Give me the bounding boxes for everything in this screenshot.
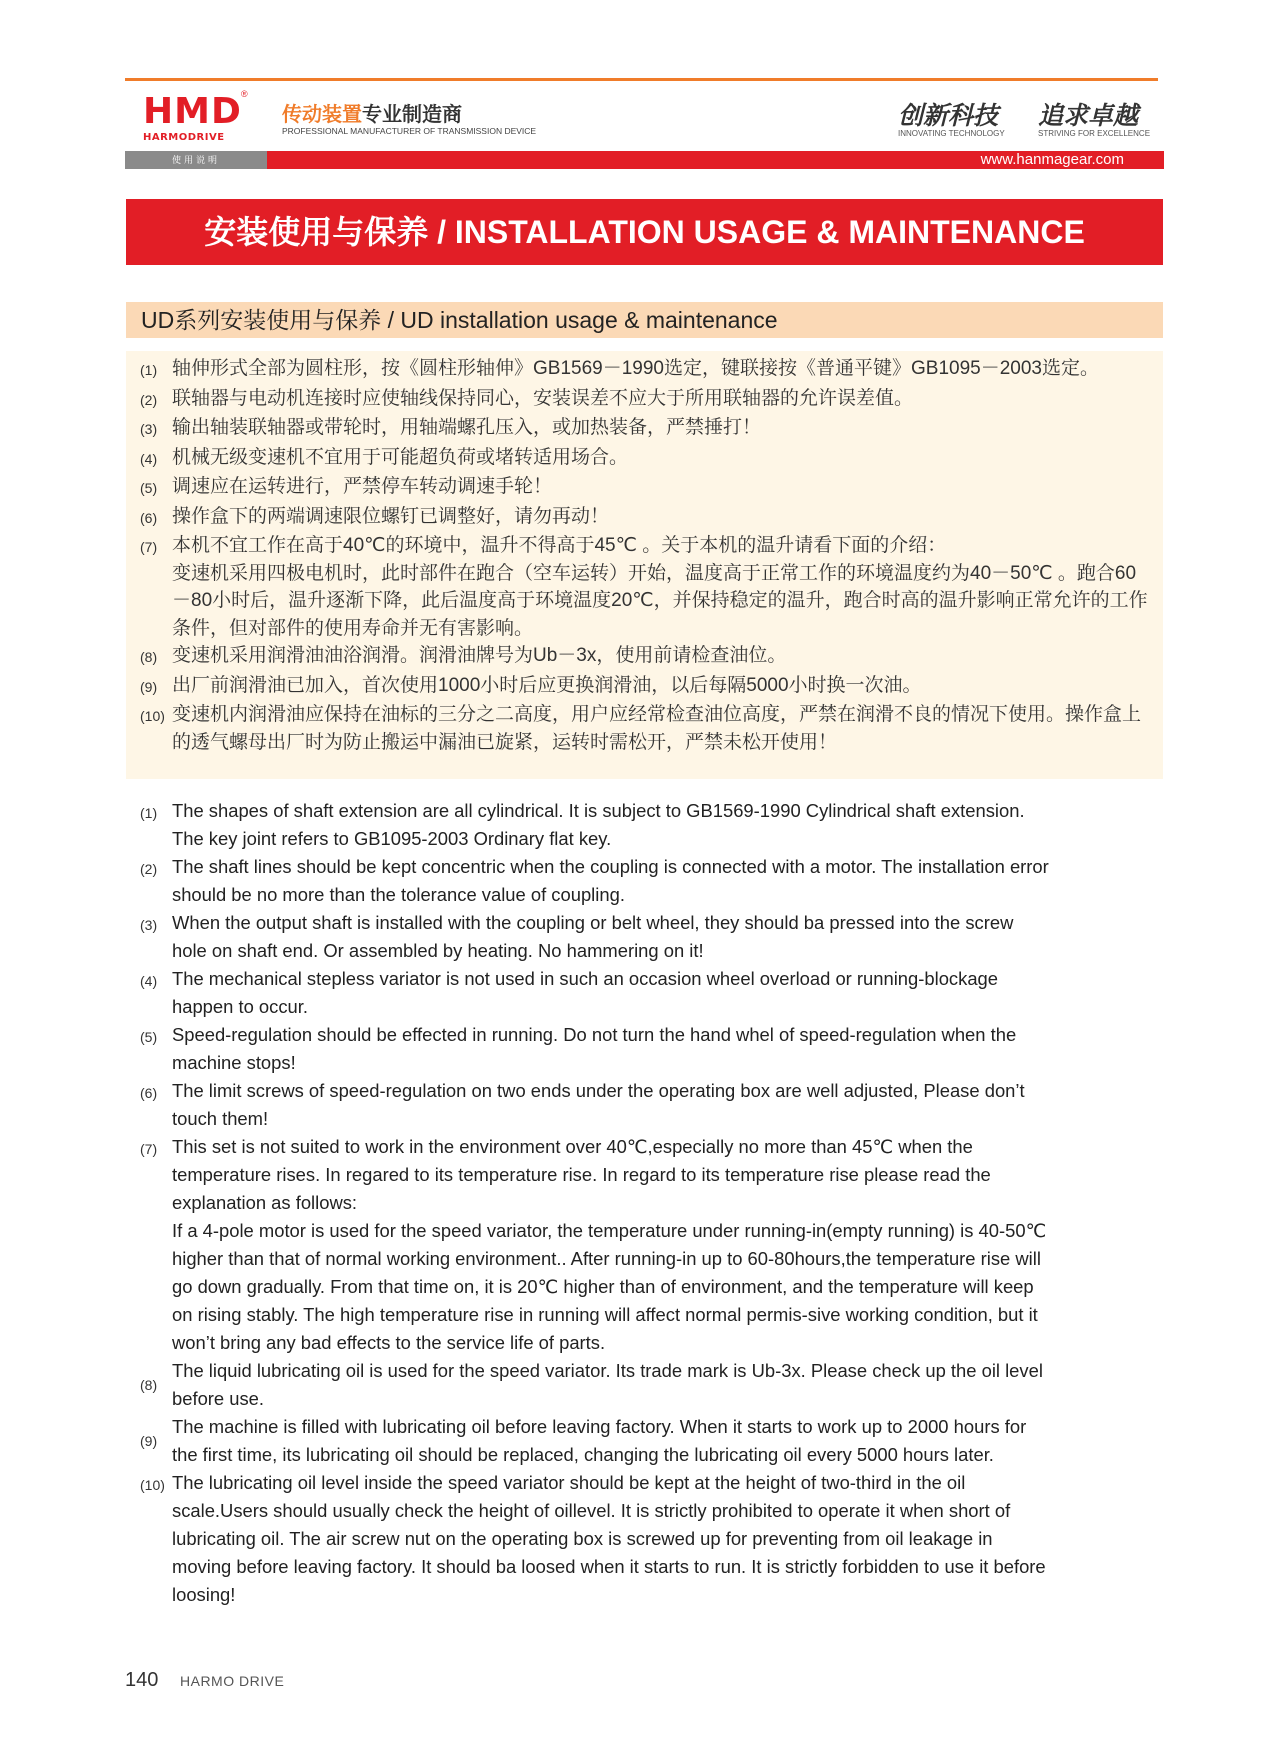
item-text: 出厂前润滑油已加入，首次使用1000小时后应更换润滑油，以后每隔5000小时换一次油。 [172,674,922,696]
footer-brand: HARMO DRIVE [180,1673,285,1689]
tagline-highlight: 传动装置 [282,104,362,126]
list-item [140,909,1155,965]
item-number: (2) [140,391,158,408]
item-number: (7) [140,1141,158,1157]
list-item [140,473,1150,503]
tagline-rest: 专业制造商 [362,104,462,126]
logo-text: HMD [143,91,242,132]
slogan-excellence-en: STRIVING FOR EXCELLENCE [1038,129,1151,138]
list-item [140,1021,1155,1077]
item-number: (9) [140,1433,158,1449]
item-text: The mechanical stepless variator is not used in such an occasion wheel overload or running-blockage happen to occur. [172,968,998,1017]
list-item [140,503,1150,533]
list-item [140,1077,1155,1133]
item-number: (6) [140,509,158,526]
list-item [140,414,1150,444]
item-text: The machine is filled with lubricating oil before leaving factory. When it starts to work up to 2000 hours for the first time, its lubricating oil should be replaced, changing the lubricating oil every 5000 hours later. [172,1416,1027,1465]
section-heading: UD系列安装使用与保养 / UD installation usage & maintenance [126,302,1163,338]
list-item [140,532,1150,642]
item-text: The liquid lubricating oil is used for the speed variator. Its trade mark is Ub-3x. Please check up the oil level before use. [172,1360,1043,1409]
item-number: (6) [140,1085,158,1101]
item-text: 联轴器与电动机连接时应使轴线保持同心，安装误差不应大于所用联轴器的允许误差值。 [172,387,914,409]
slogan-innovating: 创新科技 [898,101,999,130]
company-tagline [282,98,462,127]
list-item [140,642,1150,672]
item-text: 本机不宜工作在高于40℃的环境中，温升不得高于45℃ 。关于本机的温升请看下面的介绍： 变速机采用四极电机时，此时部件在跑合（空车运转）开始，温度高于正常工作的环境温度约为40－50℃ 。跑合60－80小时后，温升逐渐下降，此后温度高于环境温度20℃，并保持稳定的温升，跑合时高的温升影响正常允许的工作条件，但对部件的使用寿命并无有害影响。 [172,535,1148,639]
item-number: (10) [140,1477,165,1493]
item-number: (4) [140,973,158,989]
list-item [140,1133,1155,1357]
company-logo [143,89,248,145]
item-text: The limit screws of speed-regulation on two ends under the operating box are well adjusted, Please don’t touch them! [172,1080,1025,1129]
list-item [140,853,1155,909]
section-label: 使用说明 [125,151,267,169]
website-link[interactable]: www.hanmagear.com [267,151,1164,169]
item-number: (5) [140,1029,158,1045]
slogan-excellence: 追求卓越 [1038,101,1139,130]
list-item [140,672,1150,702]
logo-subtext: HARMODRIVE [143,132,225,143]
list-item [140,1469,1155,1609]
item-text: 轴伸形式全部为圆柱形，按《圆柱形轴伸》GB1569－1990选定，键联接按《普通平键》GB1095－2003选定。 [172,358,1099,379]
item-number: (8) [140,1377,158,1393]
list-item [140,444,1150,474]
item-number: (10) [140,708,165,724]
list-item [140,1357,1155,1413]
item-text: Speed-regulation should be effected in running. Do not turn the hand whel of speed-regulation when the machine stops! [172,1024,1017,1073]
registered-mark: ® [241,89,248,99]
item-number: (3) [140,917,158,933]
page-number: 140 [125,1669,159,1691]
item-number: (2) [140,861,158,877]
item-number: (9) [140,678,158,695]
item-text: This set is not suited to work in the environment over 40℃,especially no more than 45℃ when the temperature rises. In regared to its temperature rise. In regard to its temperature rise please read the explanation as follows: If a 4-pole motor is used for the speed variator, the temperature under running-in(empty running) is 40-50℃ higher than that of normal working environment.. After running-in up to 60-80hours,the temperature rise will go down gradually. From that time on, it is 20℃ higher than of environment, and the temperature will keep on rising stably. The high temperature rise in running will affect normal permis-sive working condition, but it won’t bring any bad effects to the service life of parts. [172,1136,1047,1353]
list-item [140,701,1150,756]
list-item [140,1413,1155,1469]
item-number: (7) [140,539,158,555]
item-text: The shapes of shaft extension are all cylindrical. It is subject to GB1569-1990 Cylindrical shaft extension. The key joint refers to GB1095-2003 Ordinary flat key. [172,800,1025,849]
item-text: When the output shaft is installed with the coupling or belt wheel, they should ba pressed into the screw hole on shaft end. Or assembled by heating. No hammering on it! [172,912,1014,961]
list-item [140,355,1150,385]
english-instruction-list [140,797,1155,1609]
item-number: (1) [140,362,158,378]
item-text: 变速机采用润滑油油浴润滑。润滑油牌号为Ub－3x，使用前请检查油位。 [172,645,787,666]
list-item [140,965,1155,1021]
slogan-innovating-en: INNOVATING TECHNOLOGY [898,129,1005,138]
item-number: (1) [140,805,158,821]
list-item [140,385,1150,415]
item-text: The lubricating oil level inside the speed variator should be kept at the height of two-third in the oil scale.Users should usually check the height of oillevel. It is strictly prohibited to operate it when short of lubricating oil. The air screw nut on the operating box is screwed up for preventing from oil leakage in moving before leaving factory. It should ba loosed when it starts to run. It is strictly forbidden to use it before loosing! [172,1472,1046,1605]
chinese-instruction-list [140,355,1150,756]
tagline-english: PROFESSIONAL MANUFACTURER OF TRANSMISSION DEVICE [282,126,537,136]
page-title-banner: 安装使用与保养 / INSTALLATION USAGE & MAINTENANCE [126,199,1163,265]
item-text: 输出轴装联轴器或带轮时，用轴端螺孔压入，或加热装备，严禁捶打！ [172,417,762,438]
item-text: 机械无级变速机不宜用于可能超负荷或堵转适用场合。 [172,446,629,468]
item-number: (4) [140,450,158,467]
item-text: 变速机内润滑油应保持在油标的三分之二高度，用户应经常检查油位高度，严禁在润滑不良的情况下使用。操作盒上的透气螺母出厂时为防止搬运中漏油已旋紧，运转时需松开，严禁未松开使用！ [172,704,1142,753]
item-number: (8) [140,649,158,665]
list-item [140,797,1155,853]
item-text: 操作盒下的两端调速限位螺钉已调整好，请勿再动！ [172,505,610,527]
item-text: The shaft lines should be kept concentric when the coupling is connected with a motor. The installation error should be no more than the tolerance value of coupling. [172,856,1049,905]
item-number: (5) [140,480,158,496]
item-number: (3) [140,421,158,437]
item-text: 调速应在运转进行，严禁停车转动调速手轮！ [172,476,553,497]
header-rule [125,78,1158,81]
